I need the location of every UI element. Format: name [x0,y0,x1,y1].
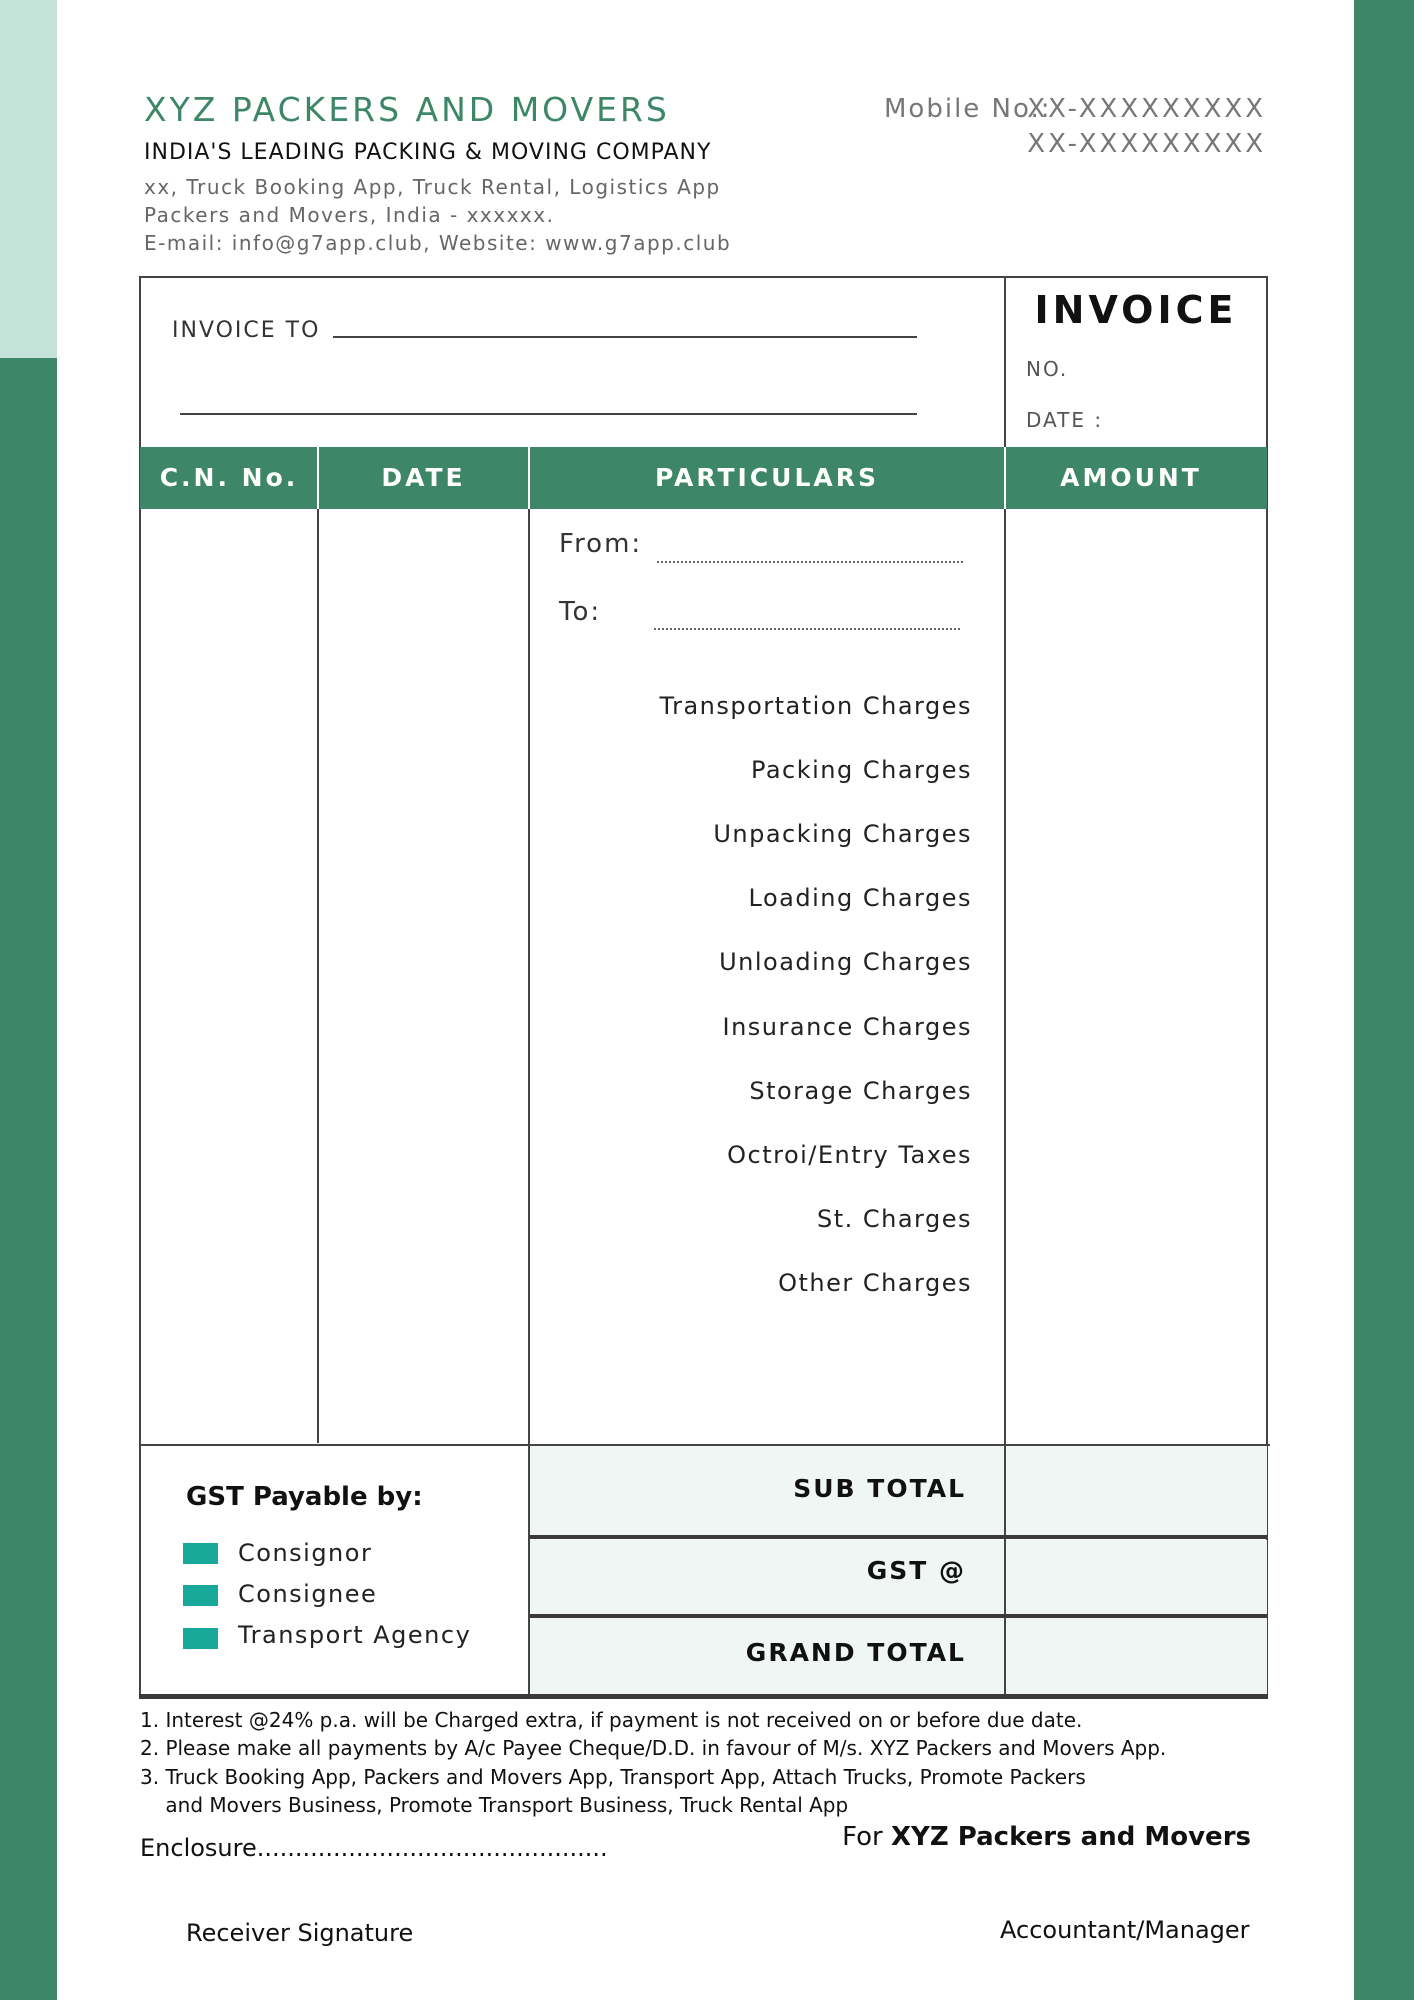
address-line-1: xx, Truck Booking App, Truck Rental, Logistics App [144,175,721,199]
note-3-continued: and Movers Business, Promote Transport Business, Truck Rental App [140,1793,849,1817]
company-tagline: INDIA'S LEADING PACKING & MOVING COMPANY [144,140,712,165]
column-header-cn-no: C.N. No. [159,463,299,492]
invoice-no-label: NO. [1026,357,1069,381]
note-2: 2. Please make all payments by A/c Payee Cheque/D.D. in favour of M/s. XYZ Packers and Movers App. [140,1736,1167,1760]
for-company-line [842,1822,1251,1852]
header-divider-1 [317,447,319,509]
charge-other: Other Charges [778,1269,972,1297]
right-accent-band [1354,0,1414,2000]
cn-date-divider [317,447,319,1443]
from-field[interactable] [657,561,963,563]
consignor-label: Consignor [238,1539,373,1567]
totals-left-divider [528,1444,530,1694]
gst-label: GST @ [866,1556,966,1585]
charge-packing: Packing Charges [750,756,972,784]
gst-divider [529,1614,1267,1618]
column-header-date: DATE [381,463,466,492]
left-accent-light [0,0,57,358]
header-divider-3 [1004,447,1006,509]
totals-amount-divider [1004,1444,1006,1694]
subtotal-divider [529,1535,1267,1539]
consignee-checkbox[interactable] [183,1585,218,1606]
invoice-title: INVOICE [1034,288,1238,332]
to-field[interactable] [654,628,960,630]
grand-total-label: GRAND TOTAL [745,1638,966,1667]
invoice-to-label: INVOICE TO [172,318,321,343]
charge-st: St. Charges [816,1205,972,1233]
transport-agency-checkbox[interactable] [183,1628,218,1649]
invoice-to-line-2[interactable] [180,413,917,415]
consignee-label: Consignee [238,1580,378,1608]
address-line-2: Packers and Movers, India - xxxxxx. [144,203,555,227]
left-accent-dark [0,358,57,2000]
for-company-name: XYZ Packers and Movers [890,1822,1251,1852]
gst-payable-title: GST Payable by: [186,1482,423,1512]
frame-top-border [139,276,1268,278]
note-1: 1. Interest @24% p.a. will be Charged extra, if payment is not received on or before due date. [140,1708,1083,1732]
receiver-signature-label: Receiver Signature [186,1919,414,1947]
company-name: XYZ PACKERS AND MOVERS [144,90,670,129]
for-prefix: For [842,1822,891,1852]
charge-storage: Storage Charges [749,1077,972,1105]
charge-insurance: Insurance Charges [722,1013,972,1041]
frame-bottom-border [139,1694,1268,1699]
to-label: To: [559,597,602,627]
charge-unpacking: Unpacking Charges [713,820,972,848]
mobile-label: Mobile No.: [884,94,1052,124]
invoice-date-label: DATE : [1026,408,1104,432]
charge-octroi: Octroi/Entry Taxes [727,1141,972,1169]
accountant-manager-label: Accountant/Manager [1000,1916,1250,1944]
mobile-number-2: XX-XXXXXXXXX [1027,129,1266,159]
header-divider-2 [528,447,530,509]
transport-agency-label: Transport Agency [238,1621,472,1649]
column-header-amount: AMOUNT [1060,463,1202,492]
charge-loading: Loading Charges [748,884,972,912]
invoice-to-line-1[interactable] [333,336,917,338]
column-header-particulars: PARTICULARS [654,463,880,492]
charge-unloading: Unloading Charges [719,948,972,976]
note-3: 3. Truck Booking App, Packers and Movers App, Transport App, Attach Trucks, Promote Packers [140,1765,1086,1789]
subtotal-label: SUB TOTAL [793,1474,966,1503]
mobile-number-1: XX-XXXXXXXXX [1027,94,1266,124]
from-label: From: [559,529,643,559]
consignor-checkbox[interactable] [183,1543,218,1564]
enclosure-field: Enclosure.............................................. [140,1834,608,1862]
contact-line: E-mail: info@g7app.club, Website: www.g7app.club [144,231,732,255]
charge-transportation: Transportation Charges [659,692,972,720]
